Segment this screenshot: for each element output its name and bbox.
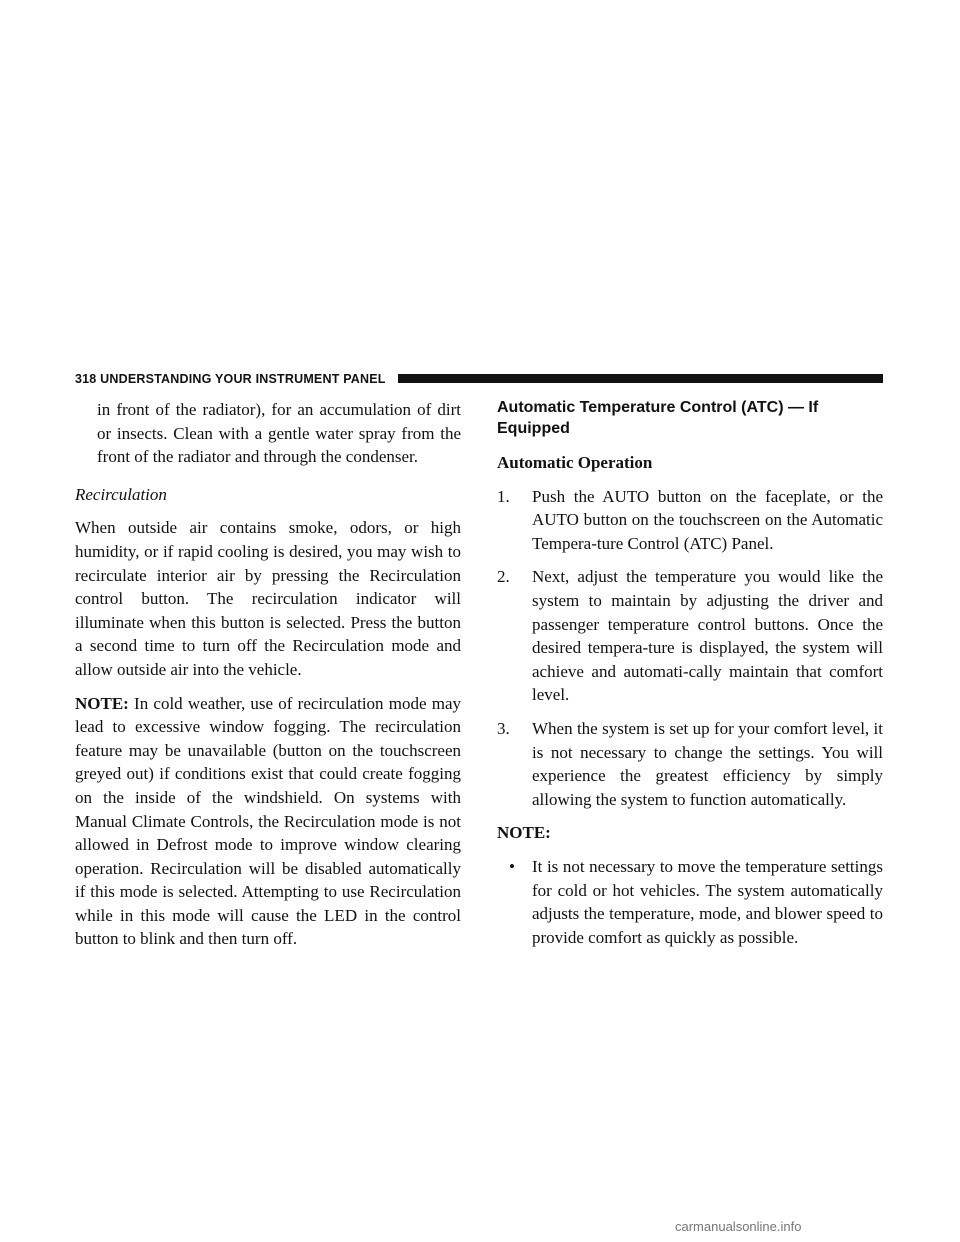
bullet-item [497,855,883,949]
step-text: Push the AUTO button on the faceplate, or the AUTO button on the touchscreen on the Automatic Tempera-ture Control (ATC) Panel. [532,486,883,553]
header-rule [398,374,883,383]
step-number: 2. [497,567,510,587]
bullet-icon: • [509,856,515,876]
section-title: UNDERSTANDING YOUR INSTRUMENT PANEL [100,372,386,386]
step-item [497,485,883,556]
atc-section-heading: Automatic Temperature Control (ATC) — If Equipped [497,399,819,437]
step-text: Next, adjust the temperature you would like the system to maintain by adjusting the driver and passenger temperature control buttons. Once the desired tempera-ture is displayed, the system will achieve and automati-cally maintain that comfort level. [532,567,883,705]
automatic-operation-heading: Automatic Operation [497,453,653,472]
note-heading: NOTE: [497,823,551,843]
note-text: In cold weather, use of recirculation mode may lead to excessive window fogging. The recirculation feature may be unavailable (button on the touchscreen greyed out) if conditions exist that could create fogging on the inside of the windshield. On systems with Manual Climate Controls, the Recirculation mode is not allowed in Defrost mode to improve window clearing operation. Recirculation will be disabled automatically if this mode is selected. Attempting to use Recirculation while in this mode will cause the LED in the control button to blink and then turn off. [75,693,461,949]
step-item [497,565,883,707]
page-number: 318 [75,372,97,386]
step-text: When the system is set up for your comfort level, it is not necessary to change the settings. You will experience the greatest efficiency by simply allowing the system to function automatically. [532,718,883,809]
recirculation-paragraph: When outside air contains smoke, odors, or high humidity, or if rapid cooling is desired, you may wish to recirculate interior air by pressing the Recirculation control button. The recirculation indicator will illuminate when this button is selected. Press the button a second time to turn off the Recirculation mode and allow outside air into the vehicle. [75,518,461,679]
page-header-text [75,371,386,387]
left-column [75,398,461,951]
step-number: 1. [497,486,510,506]
note-label: NOTE: [75,693,129,713]
page-header [75,371,883,387]
watermark-link[interactable]: carmanualsonline.info [675,1219,802,1234]
note-paragraph [75,692,461,952]
right-column [497,397,883,949]
step-item [497,717,883,811]
recirculation-heading: Recirculation [75,484,167,504]
continuation-paragraph: in front of the radiator), for an accumulation of dirt or insects. Clean with a gentle water spray from the front of the radiator and through the condenser. [97,400,461,467]
step-number: 3. [497,718,510,738]
bullet-text: It is not necessary to move the temperature settings for cold or hot vehicles. The system automatically adjusts the temperature, mode, and blower speed to provide comfort as quickly as possible. [532,856,883,947]
